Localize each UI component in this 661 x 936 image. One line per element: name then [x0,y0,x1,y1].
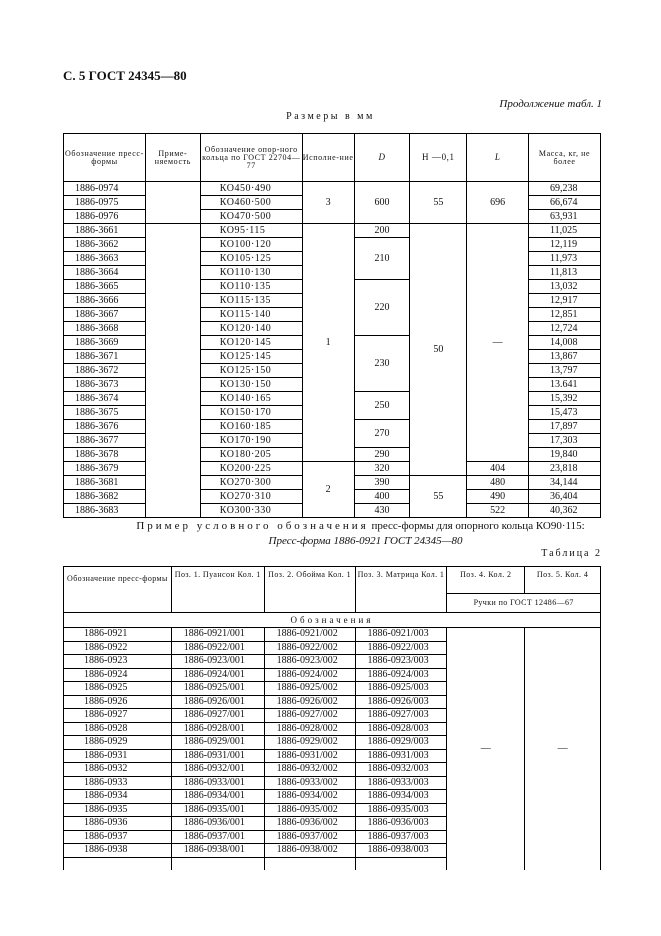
l-cell: — [467,224,529,462]
ring-cell: КО95·115 [200,224,302,238]
part-cell: 1886-0924/003 [355,668,447,682]
ring-cell: КО180·205 [200,448,302,462]
part-cell: 1886-0929/002 [264,736,355,750]
spacer-cell [171,857,264,870]
ring-cell: КО200·225 [200,462,302,476]
part-cell: 1886-0921/001 [171,628,264,642]
mass-cell: 12,119 [529,238,601,252]
designation-cell: 1886-0932 [64,763,172,777]
part-cell: 1886-0922/002 [264,641,355,655]
part-cell: 1886-0922/003 [355,641,447,655]
h-cell: 55 [410,182,467,224]
designation-cell: 1886-3672 [64,364,146,378]
l-cell: 696 [467,182,529,224]
part-cell: 1886-0929/001 [171,736,264,750]
table-row [64,628,601,642]
part-cell: 1886-0921/002 [264,628,355,642]
mass-cell: 13,032 [529,280,601,294]
continuation-note: Продолжение табл. 1 [499,98,602,110]
part-cell: 1886-0936/001 [171,817,264,831]
col-header-l: L [467,134,529,182]
spacer-cell [64,857,172,870]
spacer-cell [355,857,447,870]
designation-cell: 1886-3674 [64,392,146,406]
col-header-mass: Масса, кг, не более [529,134,601,182]
part-cell: 1886-0931/001 [171,749,264,763]
d-cell: 230 [354,336,410,392]
mass-cell: 13,797 [529,364,601,378]
table-row [64,462,601,476]
part-cell: 1886-0938/003 [355,844,447,858]
designation-cell: 1886-3662 [64,238,146,252]
l-cell: 480 [467,476,529,490]
part-cell: 1886-0935/003 [355,803,447,817]
ring-cell: КО270·300 [200,476,302,490]
d-cell: 290 [354,448,410,462]
part-cell: 1886-0933/001 [171,776,264,790]
designation-cell: 1886-3683 [64,504,146,518]
designation-cell: 1886-0928 [64,722,172,736]
mass-cell: 13.641 [529,378,601,392]
ispolnenie-cell: 2 [302,462,354,518]
part-cell: 1886-0927/003 [355,709,447,723]
applicability-cell [145,224,200,518]
mass-cell: 12,851 [529,308,601,322]
table-2 [63,566,601,870]
designation-cell: 1886-0974 [64,182,146,196]
ring-cell: КО120·140 [200,322,302,336]
d-cell: 250 [354,392,410,420]
l-cell: 404 [467,462,529,476]
mass-cell: 66,674 [529,196,601,210]
designation-cell: 1886-3682 [64,490,146,504]
col-header-designation: Обозначение пресс-формы [64,134,146,182]
part-cell: 1886-0928/002 [264,722,355,736]
designation-cell: 1886-0935 [64,803,172,817]
example-line-2: Пресс-форма 1886-0921 ГОСТ 24345—80 [268,535,463,547]
mass-cell: 69,238 [529,182,601,196]
ring-cell: КО105·125 [200,252,302,266]
t2-header-designation: Обозначение пресс-формы [64,567,172,613]
ring-cell: КО125·150 [200,364,302,378]
mass-cell: 15,473 [529,406,601,420]
ring-cell: КО460·500 [200,196,302,210]
pos5-dash-cell: — [525,628,601,870]
ispolnenie-cell: 1 [302,224,354,462]
t2-header-oboz: Обозначения [64,613,601,628]
part-cell: 1886-0924/001 [171,668,264,682]
mass-cell: 19,840 [529,448,601,462]
part-cell: 1886-0935/002 [264,803,355,817]
designation-cell: 1886-0921 [64,628,172,642]
part-cell: 1886-0923/002 [264,655,355,669]
part-cell: 1886-0932/002 [264,763,355,777]
part-cell: 1886-0937/003 [355,830,447,844]
mass-cell: 13,867 [529,350,601,364]
mass-cell: 36,404 [529,490,601,504]
designation-cell: 1886-3677 [64,434,146,448]
ring-cell: КО470·500 [200,210,302,224]
ring-cell: КО120·145 [200,336,302,350]
ring-cell: КО170·190 [200,434,302,448]
designation-cell: 1886-3679 [64,462,146,476]
d-cell: 220 [354,280,410,336]
d-cell: 200 [354,224,410,238]
ispolnenie-cell: 3 [302,182,354,224]
ring-cell: КО270·310 [200,490,302,504]
part-cell: 1886-0936/002 [264,817,355,831]
mass-cell: 17,897 [529,420,601,434]
table-row [64,182,601,196]
spacer-cell [264,857,355,870]
part-cell: 1886-0925/002 [264,682,355,696]
designation-cell: 1886-3681 [64,476,146,490]
d-cell: 390 [354,476,410,490]
col-header-applicability: Приме-няемость [145,134,200,182]
part-cell: 1886-0922/001 [171,641,264,655]
part-cell: 1886-0931/003 [355,749,447,763]
designation-cell: 1886-3675 [64,406,146,420]
mass-cell: 15,392 [529,392,601,406]
part-cell: 1886-0933/003 [355,776,447,790]
designation-cell: 1886-3669 [64,336,146,350]
mass-cell: 12,724 [529,322,601,336]
ring-cell: КО100·120 [200,238,302,252]
designation-cell: 1886-3664 [64,266,146,280]
designation-cell: 1886-0922 [64,641,172,655]
designation-cell: 1886-0929 [64,736,172,750]
d-cell: 400 [354,490,410,504]
t2-header-handles: Ручки по ГОСТ 12486—67 [447,594,601,613]
part-cell: 1886-0932/003 [355,763,447,777]
l-cell: 490 [467,490,529,504]
table-2-body [64,628,601,870]
mass-cell: 14,008 [529,336,601,350]
ring-cell: КО150·170 [200,406,302,420]
ring-cell: КО140·165 [200,392,302,406]
part-cell: 1886-0926/003 [355,695,447,709]
mass-cell: 11,813 [529,266,601,280]
mass-cell: 34,144 [529,476,601,490]
col-header-ispolnenie: Исполне-ние [302,134,354,182]
part-cell: 1886-0934/001 [171,790,264,804]
designation-cell: 1886-0924 [64,668,172,682]
designation-cell: 1886-3661 [64,224,146,238]
designation-cell: 1886-0937 [64,830,172,844]
ring-cell: КО450·490 [200,182,302,196]
pos4-dash-cell: — [447,628,525,870]
mass-cell: 63,931 [529,210,601,224]
d-cell: 430 [354,504,410,518]
t2-header-pos4: Поз. 4. Кол. 2 [447,567,525,594]
t2-header-punch: Поз. 1. Пуансон Кол. 1 [171,567,264,613]
l-cell: 522 [467,504,529,518]
part-cell: 1886-0925/001 [171,682,264,696]
ring-cell: КО110·130 [200,266,302,280]
part-cell: 1886-0935/001 [171,803,264,817]
part-cell: 1886-0927/002 [264,709,355,723]
part-cell: 1886-0927/001 [171,709,264,723]
designation-cell: 1886-3673 [64,378,146,392]
designation-cell: 1886-3678 [64,448,146,462]
part-cell: 1886-0923/001 [171,655,264,669]
part-cell: 1886-0921/003 [355,628,447,642]
designation-cell: 1886-0975 [64,196,146,210]
ring-cell: КО115·135 [200,294,302,308]
ring-cell: КО300·330 [200,504,302,518]
designation-cell: 1886-3665 [64,280,146,294]
part-cell: 1886-0924/002 [264,668,355,682]
part-cell: 1886-0937/002 [264,830,355,844]
part-cell: 1886-0932/001 [171,763,264,777]
t2-header-matrix: Поз. 3. Матрица Кол. 1 [355,567,447,613]
t2-header-pos5: Поз. 5. Кол. 4 [525,567,601,594]
designation-cell: 1886-0923 [64,655,172,669]
part-cell: 1886-0933/002 [264,776,355,790]
part-cell: 1886-0934/002 [264,790,355,804]
designation-cell: 1886-0934 [64,790,172,804]
example-spaced: Пример условного обозначения [136,520,369,532]
part-cell: 1886-0938/001 [171,844,264,858]
d-cell: 210 [354,238,410,280]
page-header: С. 5 ГОСТ 24345—80 [63,68,187,83]
d-cell: 270 [354,420,410,448]
designation-cell: 1886-0936 [64,817,172,831]
mass-cell: 12,917 [529,294,601,308]
part-cell: 1886-0929/003 [355,736,447,750]
part-cell: 1886-0931/002 [264,749,355,763]
designation-cell: 1886-0925 [64,682,172,696]
part-cell: 1886-0928/001 [171,722,264,736]
dimensions-note: Размеры в мм [286,111,375,122]
applicability-cell [145,182,200,224]
part-cell: 1886-0937/001 [171,830,264,844]
table-1 [63,133,601,518]
mass-cell: 11,025 [529,224,601,238]
h-cell: 55 [410,476,467,518]
part-cell: 1886-0926/001 [171,695,264,709]
part-cell: 1886-0936/003 [355,817,447,831]
d-cell: 320 [354,462,410,476]
part-cell: 1886-0934/003 [355,790,447,804]
part-cell: 1886-0925/003 [355,682,447,696]
ring-cell: КО125·145 [200,350,302,364]
d-cell: 600 [354,182,410,224]
designation-cell: 1886-3667 [64,308,146,322]
ring-cell: КО110·135 [200,280,302,294]
mass-cell: 17,303 [529,434,601,448]
example-rest: пресс-формы для опорного кольца КО90·115: [368,520,585,532]
ring-cell: КО130·150 [200,378,302,392]
col-header-ring: Обозначение опор-ного кольца по ГОСТ 22704—77 [200,134,302,182]
mass-cell: 23,818 [529,462,601,476]
part-cell: 1886-0938/002 [264,844,355,858]
col-header-h: H —0,1 [410,134,467,182]
designation-cell: 1886-0976 [64,210,146,224]
mass-cell: 40,362 [529,504,601,518]
part-cell: 1886-0923/003 [355,655,447,669]
designation-cell: 1886-0927 [64,709,172,723]
col-header-d: D [354,134,410,182]
designation-cell: 1886-0933 [64,776,172,790]
ring-cell: КО115·140 [200,308,302,322]
part-cell: 1886-0926/002 [264,695,355,709]
designation-cell: 1886-0938 [64,844,172,858]
designation-cell: 1886-3666 [64,294,146,308]
t2-header-holder: Поз. 2. Обойма Кол. 1 [264,567,355,613]
table-row [64,224,601,238]
designation-cell: 1886-0931 [64,749,172,763]
designation-cell: 1886-0926 [64,695,172,709]
mass-cell: 11,973 [529,252,601,266]
table-1-body [64,182,601,518]
example-line-1 [30,520,661,532]
designation-cell: 1886-3668 [64,322,146,336]
h-cell: 50 [410,224,467,476]
ring-cell: КО160·185 [200,420,302,434]
designation-cell: 1886-3663 [64,252,146,266]
designation-cell: 1886-3676 [64,420,146,434]
table-2-label: Таблица 2 [541,548,602,559]
part-cell: 1886-0928/003 [355,722,447,736]
designation-cell: 1886-3671 [64,350,146,364]
